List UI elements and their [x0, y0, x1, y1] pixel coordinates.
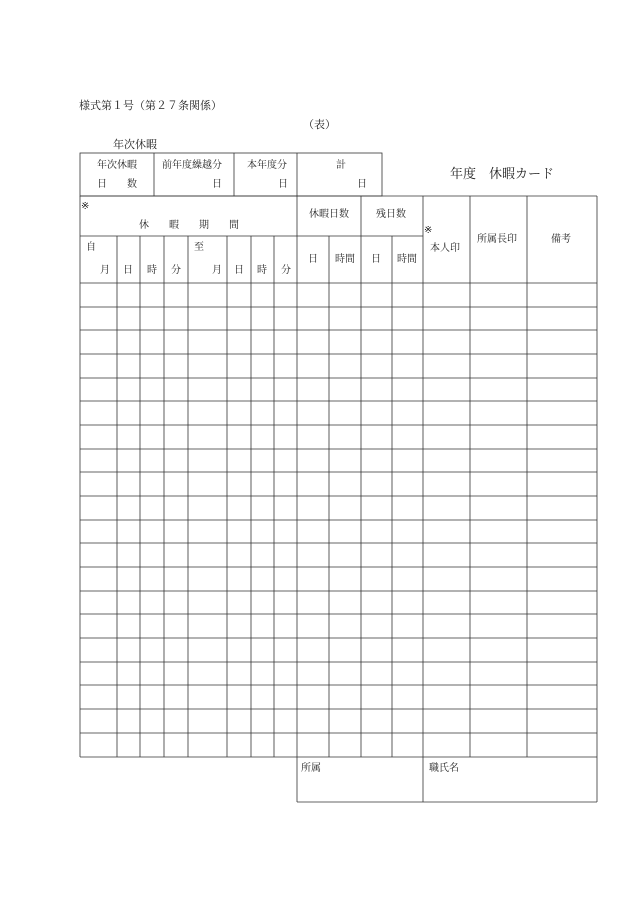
total-label: 計 — [336, 160, 346, 171]
affiliation-label: 所属 — [301, 763, 321, 774]
personal-seal-label: 本人印 — [430, 243, 460, 254]
carryover-day-unit: 日 — [212, 179, 222, 190]
annual-leave-days-label-2: 日 数 — [97, 179, 137, 190]
to-minute-header: 分 — [281, 265, 291, 276]
annual-leave-days-label-1: 年次休暇 — [97, 160, 137, 171]
remaining-day-header: 日 — [371, 254, 381, 265]
leave-days-label: 休暇日数 — [309, 209, 349, 220]
from-day-header: 日 — [123, 265, 133, 276]
from-hour-header: 時 — [147, 265, 157, 276]
remarks-label: 備考 — [551, 234, 571, 245]
from-minute-header: 分 — [171, 265, 181, 276]
form-number: 様式第１号（第２７条関係） — [79, 99, 222, 112]
position-name-label: 職氏名 — [429, 763, 459, 774]
this-year-label: 本年度分 — [247, 160, 287, 171]
supervisor-seal-label: 所属長印 — [477, 234, 517, 245]
form-side: （表） — [303, 118, 336, 131]
from-label: 自 — [86, 242, 96, 253]
to-month-header: 月 — [212, 265, 222, 276]
annual-leave-heading: 年次休暇 — [113, 138, 157, 151]
to-hour-header: 時 — [257, 265, 267, 276]
card-title: 年度 休暇カード — [450, 167, 555, 182]
leave-hours-header: 時間 — [335, 254, 355, 265]
to-day-header: 日 — [234, 265, 244, 276]
from-month-header: 月 — [100, 265, 110, 276]
leave-day-header: 日 — [308, 254, 318, 265]
carryover-label: 前年度繰越分 — [162, 160, 222, 171]
kome-mark-period: ※ — [81, 201, 90, 212]
total-day-unit: 日 — [357, 179, 367, 190]
this-year-day-unit: 日 — [278, 179, 288, 190]
leave-period-label: 休 暇 期 間 — [139, 220, 239, 231]
remaining-hours-header: 時間 — [397, 254, 417, 265]
remaining-days-label: 残日数 — [376, 209, 406, 220]
to-label: 至 — [194, 242, 204, 253]
kome-mark-seal: ※ — [424, 225, 433, 236]
